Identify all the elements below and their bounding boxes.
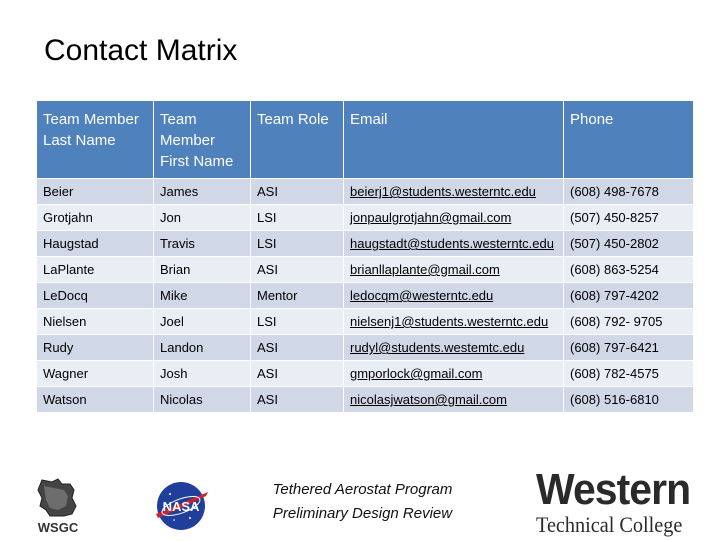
first-name-cell: James bbox=[154, 179, 251, 205]
email-link[interactable]: rudyl@students.westemtc.edu bbox=[344, 335, 564, 361]
phone-cell: (608) 797-6421 bbox=[564, 335, 694, 361]
first-name-cell: Mike bbox=[154, 283, 251, 309]
college-name-western: Western bbox=[536, 465, 691, 514]
email-link[interactable]: nielsenj1@students.westerntc.edu bbox=[344, 309, 564, 335]
college-name-technical-college: Technical College bbox=[536, 512, 683, 537]
table-row bbox=[37, 361, 694, 387]
wsgc-label: WSGC bbox=[37, 520, 79, 535]
header-email: Email bbox=[344, 101, 564, 179]
email-link[interactable]: brianllaplante@gmail.com bbox=[344, 257, 564, 283]
nasa-logo-icon bbox=[150, 478, 212, 534]
email-link[interactable]: ledocqm@westerntc.edu bbox=[344, 283, 564, 309]
email-link[interactable]: beierj1@students.westerntc.edu bbox=[344, 179, 564, 205]
role-cell: ASI bbox=[251, 387, 344, 413]
wsgc-logo-icon bbox=[28, 476, 88, 536]
first-name-cell: Travis bbox=[154, 231, 251, 257]
last-name-cell: Watson bbox=[37, 387, 154, 413]
role-cell: LSI bbox=[251, 205, 344, 231]
role-cell: ASI bbox=[251, 257, 344, 283]
email-link[interactable]: haugstadt@students.westerntc.edu bbox=[344, 231, 564, 257]
phone-cell: (507) 450-2802 bbox=[564, 231, 694, 257]
western-technical-college-logo bbox=[536, 465, 692, 537]
phone-cell: (608) 863-5254 bbox=[564, 257, 694, 283]
first-name-cell: Joel bbox=[154, 309, 251, 335]
wsgc-logo bbox=[28, 476, 88, 536]
table-row bbox=[37, 231, 694, 257]
nasa-logo bbox=[150, 478, 212, 534]
first-name-cell: Nicolas bbox=[154, 387, 251, 413]
first-name-cell: Jon bbox=[154, 205, 251, 231]
email-link[interactable]: nicolasjwatson@gmail.com bbox=[344, 387, 564, 413]
last-name-cell: Nielsen bbox=[37, 309, 154, 335]
nasa-label: NASA bbox=[162, 499, 200, 514]
last-name-cell: Grotjahn bbox=[37, 205, 154, 231]
phone-cell: (608) 782-4575 bbox=[564, 361, 694, 387]
role-cell: LSI bbox=[251, 231, 344, 257]
table-row bbox=[37, 283, 694, 309]
role-cell: ASI bbox=[251, 179, 344, 205]
header-last-name: Team Member Last Name bbox=[37, 101, 154, 179]
last-name-cell: Rudy bbox=[37, 335, 154, 361]
header-first-name: Team Member First Name bbox=[154, 101, 251, 179]
last-name-cell: LaPlante bbox=[37, 257, 154, 283]
last-name-cell: Haugstad bbox=[37, 231, 154, 257]
phone-cell: (608) 792- 9705 bbox=[564, 309, 694, 335]
last-name-cell: Beier bbox=[37, 179, 154, 205]
phone-cell: (608) 498-7678 bbox=[564, 179, 694, 205]
program-name: Tethered Aerostat Program bbox=[272, 481, 453, 498]
table-row bbox=[37, 335, 694, 361]
table-row bbox=[37, 205, 694, 231]
role-cell: Mentor bbox=[251, 283, 344, 309]
last-name-cell: LeDocq bbox=[37, 283, 154, 309]
contact-table bbox=[36, 100, 694, 413]
role-cell: ASI bbox=[251, 361, 344, 387]
first-name-cell: Josh bbox=[154, 361, 251, 387]
footer-caption bbox=[250, 478, 475, 526]
table-row bbox=[37, 257, 694, 283]
header-phone: Phone bbox=[564, 101, 694, 179]
phone-cell: (507) 450-8257 bbox=[564, 205, 694, 231]
email-link[interactable]: jonpaulgrotjahn@gmail.com bbox=[344, 205, 564, 231]
slide-title: Contact Matrix bbox=[44, 34, 238, 67]
phone-cell: (608) 516-6810 bbox=[564, 387, 694, 413]
table-row bbox=[37, 309, 694, 335]
email-link[interactable]: gmporlock@gmail.com bbox=[344, 361, 564, 387]
review-name: Preliminary Design Review bbox=[272, 505, 453, 522]
header-team-role: Team Role bbox=[251, 101, 344, 179]
role-cell: ASI bbox=[251, 335, 344, 361]
phone-cell: (608) 797-4202 bbox=[564, 283, 694, 309]
table-row bbox=[37, 387, 694, 413]
table-row bbox=[37, 179, 694, 205]
last-name-cell: Wagner bbox=[37, 361, 154, 387]
table-header-row bbox=[37, 101, 694, 179]
role-cell: LSI bbox=[251, 309, 344, 335]
first-name-cell: Landon bbox=[154, 335, 251, 361]
first-name-cell: Brian bbox=[154, 257, 251, 283]
